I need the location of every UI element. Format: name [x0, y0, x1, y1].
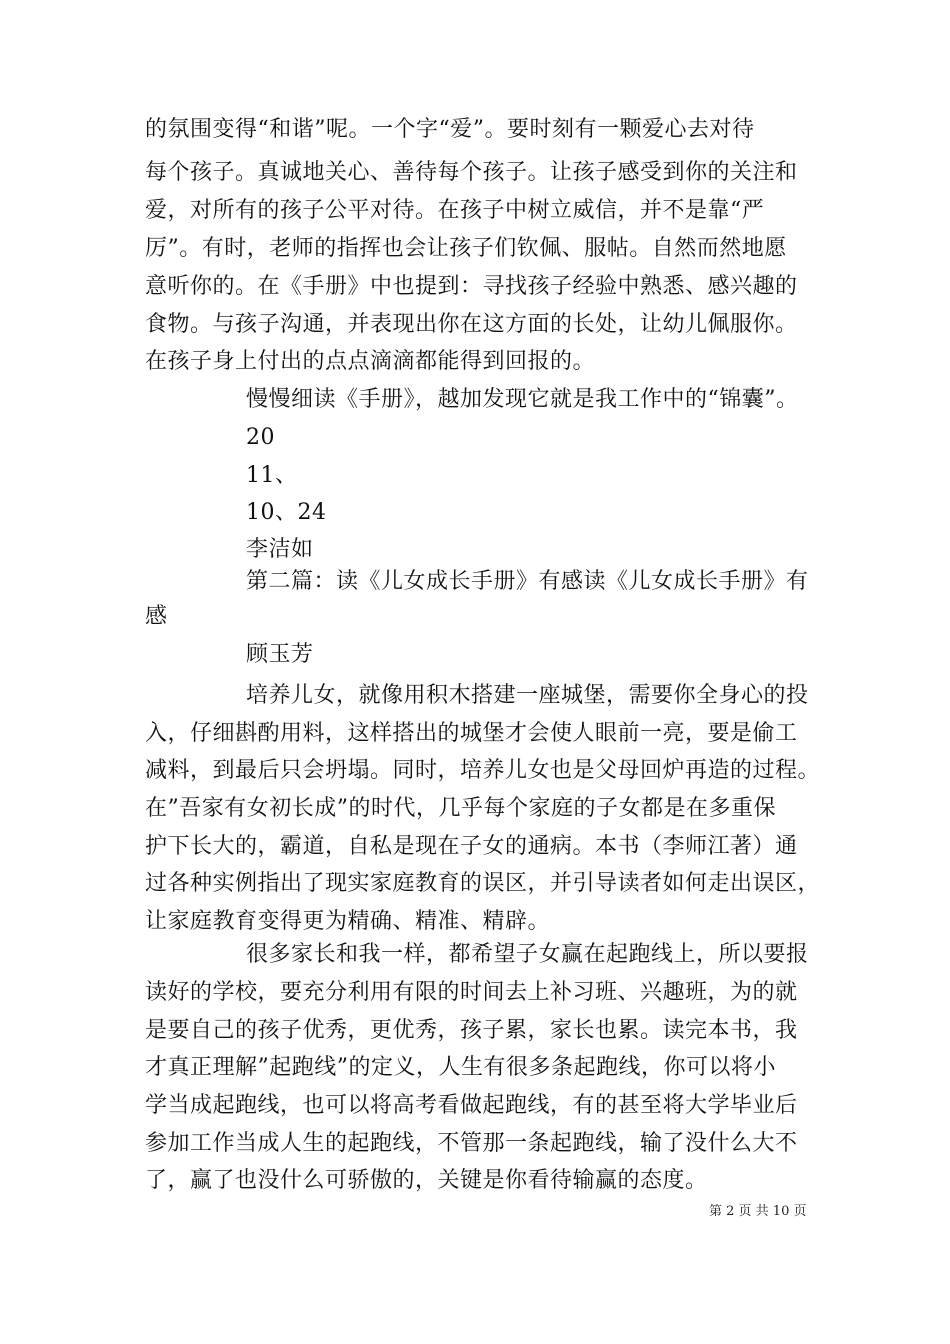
section-title: 第二篇：读《儿女成长手册》有感读《儿女成长手册》有 — [246, 569, 809, 594]
text-line-4: 厉”。有时，老师的指挥也会让孩子们钦佩、服帖。自然而然地愿 — [145, 236, 787, 261]
text-line-6: 食物。与孩子沟通，并表现出你在这方面的长处，让幼儿佩服你。 — [145, 312, 798, 337]
text-line-22: 让家庭教育变得更为精确、精准、精辟。 — [145, 909, 551, 934]
text-line-24: 读好的学校，要充分利用有限的时间去上补习班、兴趣班，为的就 — [145, 980, 798, 1005]
text-line-5: 意听你的。在《手册》中也提到：寻找孩子经验中熟悉、感兴趣的 — [145, 274, 798, 299]
text-line-10: 11、 — [246, 463, 298, 488]
text-line-20: 护下长大的，霸道，自私是现在子女的通病。本书（李师江著）通 — [145, 834, 798, 859]
section-title-continued: 感 — [145, 604, 168, 629]
text-line-2: 每个孩子。真诚地关心、善待每个孩子。让孩子感受到你的关注和 — [145, 160, 798, 185]
text-line-11: 10、24 — [246, 500, 327, 525]
text-line-27: 学当成起跑线，也可以将高考看做起跑线，有的甚至将大学毕业后 — [145, 1093, 798, 1118]
text-line-21: 过各种实例指出了现实家庭教育的误区，并引导读者如何走出误区， — [145, 871, 821, 896]
author-name: 李洁如 — [246, 537, 314, 562]
text-line-23: 很多家长和我一样，都希望子女赢在起跑线上，所以要报 — [246, 942, 809, 967]
text-line-1: 的氛围变得“和谐”呢。一个字“爱”。要时刻有一颗爱心去对待 — [145, 117, 755, 142]
text-line-18: 减料，到最后只会坍塌。同时，培养儿女也是父母回炉再造的过程。 — [145, 758, 821, 783]
text-line-29: 了，赢了也没什么可骄傲的，关键是你看待输赢的态度。 — [145, 1168, 708, 1193]
text-line-26: 才真正理解”起跑线”的定义，人生有很多条起跑线，你可以将小 — [145, 1055, 776, 1080]
page-number-footer: 第 2 页 共 10 页 — [709, 1204, 807, 1219]
text-line-8: 慢慢细读《手册》，越加发现它就是我工作中的“锦囊”。 — [246, 387, 799, 412]
author-name-2: 顾玉芳 — [246, 642, 314, 667]
text-line-25: 是要自己的孩子优秀，更优秀，孩子累，家长也累。读完本书，我 — [145, 1018, 798, 1043]
text-line-3: 爱，对所有的孩子公平对待。在孩子中树立威信，并不是靠“严 — [145, 198, 765, 223]
text-line-17: 入，仔细斟酌用料，这样搭出的城堡才会使人眼前一亮，要是偷工 — [145, 721, 798, 746]
text-line-28: 参加工作当成人生的起跑线，不管那一条起跑线，输了没什么大不 — [145, 1131, 798, 1156]
text-line-19: 在”吾家有女初长成”的时代，几乎每个家庭的子女都是在多重保 — [145, 796, 776, 821]
text-line-9: 20 — [246, 425, 275, 450]
text-line-7: 在孩子身上付出的点点滴滴都能得到回报的。 — [145, 349, 596, 374]
text-line-16: 培养儿女，就像用积木搭建一座城堡，需要你全身心的投 — [246, 683, 809, 708]
